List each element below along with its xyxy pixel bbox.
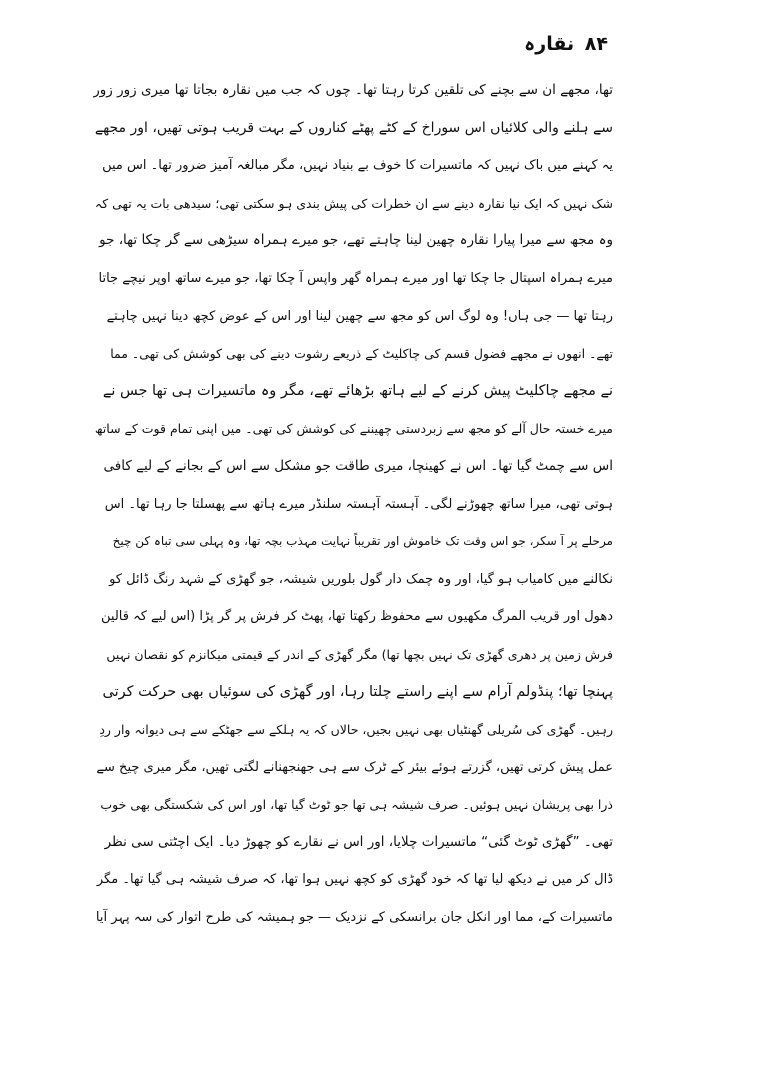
text-line: دھول اور قریب المرگ مکھیوں سے محفوظ رکھتا تھا، پھٹ کر فرش پر گر پڑا (اس لیے کہ قالین [101,609,613,625]
text-line: سے ہلنے والی کلائیاں اس سوراخ کے کٹے پھٹے کناروں کے بہت قریب ہوتی تھیں، اور مجھے [94,119,613,136]
text-line: فرش زمین پر دھری گھڑی تک نہیں بچھا تھا) مگر گھڑی کے اندر کے قیمتی میکانزم کو نقصان نہیں [106,646,613,662]
text-line: نکالنے میں کامیاب ہو گیا، اور وہ چمک دار گول بلوریں شیشہ، جو گھڑی کے شہد رنگ ڈائل کو [109,571,613,587]
text-line: رہتا تھا — جی ہاں! وہ لوگ اس کو مجھ سے چھین لینا اور اس کے عوض کچھ دینا نہیں چاہتے [106,308,613,324]
text-line: تھی۔ ”گھڑی ٹوٹ گئی“ ماتسیرات چلایا، اور اس نے نقارے کو چھوڑ دیا۔ ایک اچٹتی سی نظر [104,833,613,850]
text-line: یہ کہنے میں باک نہیں کہ ماتسیرات کا خوف بے بنیاد نہیں، مگر مبالغہ آمیز ضرور تھا۔ اس میں [102,158,613,174]
text-line: مرحلے پر آ سکر، جو اس وقت تک خاموش اور تقریباً نہایت مہذب بچہ تھا، وہ پہلی سی تباہ کن چیخ [112,534,613,549]
text-line: تھا، مجھے ان سے بچنے کی تلقین کرتا رہتا تھا۔ چوں کہ جب میں نقارہ بجاتا تھا میری زور زور [93,82,613,98]
text-line: میرے خستہ حال آلے کو مجھ سے زبردستی چھیننے کی کوشش کی تھی۔ میں اپنی تمام قوت کے ساتھ [94,421,613,437]
text-line: میرے ہمراہ اسپتال جا چکا تھا اور میرے ہمراہ گھر واپس آ چکا تھا، جو میرے ساتھ اوپر نیچے جاتا [98,270,613,286]
text-line: اس سے چمٹ گیا تھا۔ اس نے کھینچا، میری طاقت جو مشکل سے اس کے بجانے کے لیے کافی [103,457,613,474]
text-line: شک نہیں کہ ایک نیا نقارہ دینے سے ان خطرات کی پیش بندی ہو سکتی تھی؛ سیدھی بات یہ تھی کہ [94,195,613,211]
text-line: ذرا بھی پریشان نہیں ہوئیں۔ صرف شیشہ ہی تھا جو ٹوٹ گیا تھا، اور اس کی شکستگی بھی خوب [100,797,613,813]
text-line: پہنچا تھا؛ پنڈولم آرام سے اپنے راستے چلتا رہا، اور گھڑی کی سوئیاں بھی حرکت کرتی [102,683,613,700]
text-line: وہ مجھ سے میرا پیارا نقارہ چھین لینا چاہتے تھے، جو میرے ہمراہ سیڑھی سے گر چکا تھا، جو [99,232,613,249]
text-line: عمل پیش کرتی تھیں، گزرتے ہوئے بیئر کے ٹرک سے ہی جھنجھنانے لگتی تھیں، مگر میری چیخ سے [96,759,613,775]
page-header [524,32,608,56]
text-line: ہوتی تھی، میرا ساتھ چھوڑنے لگی۔ آہستہ آہستہ سلنڈر میرے ہاتھ سے پھسلتا جا رہا تھا۔ اس [104,496,613,512]
text-line: نے مجھے چاکلیٹ پیش کرنے کے لیے ہاتھ بڑھائے تھے، مگر وہ ماتسیرات ہی تھا جس نے [102,382,613,399]
page-number: ۸۴ [584,33,608,55]
text-line: تھے۔ انھوں نے مجھے فضول قسم کی چاکلیٹ کے ذریعے رشوت دینے کی بھی کوشش کی تھی۔ مما [110,346,613,362]
text-line: رہیں۔ گھڑی کی سُریلی گھنٹیاں بھی نہیں بجیں، حالاں کہ یہ ہلکے سے جھٹکے سے ہی دیوانہ وار ردِ [99,722,613,738]
text-line: ڈال کر میں نے دیکھ لیا تھا کہ خود گھڑی کو کچھ نہیں ہوا تھا، کہ صرف شیشہ ہی گیا تھا۔ مگر [96,872,613,888]
book-title: نقارہ [524,33,575,55]
body-text [93,72,613,937]
text-line: ماتسیرات کے، مما اور انکل جان برانسکی کے نزدیک — جو ہمیشہ کی طرح اتوار کی سہ پہر آیا [95,910,613,926]
